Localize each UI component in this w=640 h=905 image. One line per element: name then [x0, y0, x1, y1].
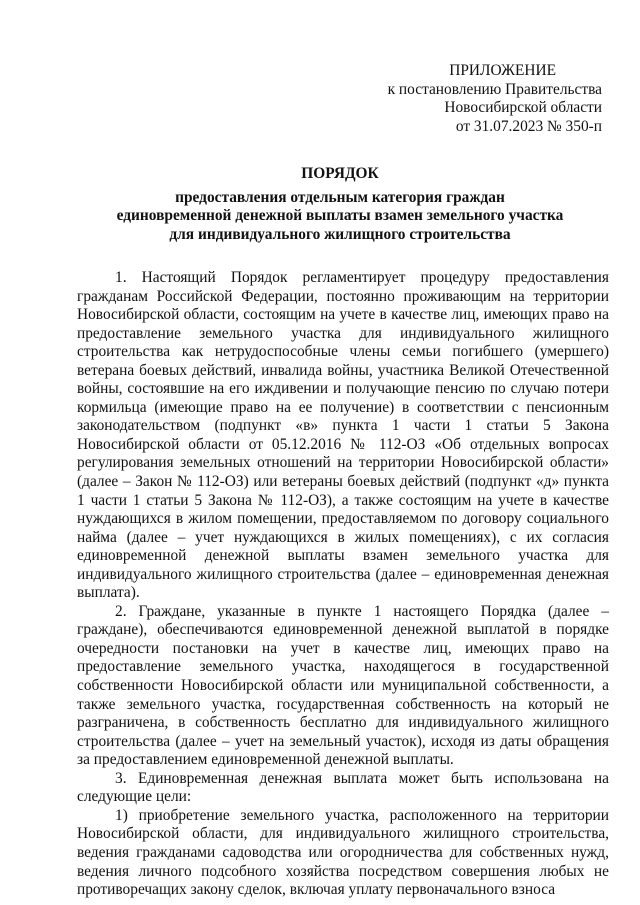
title-line: предоставления отдельным категория граждан — [175, 188, 505, 206]
title-line: единовременной денежной выплаты взамен земельного участка — [116, 207, 564, 225]
appendix-decree-reference: к постановлению Правительства — [387, 80, 602, 98]
paragraph-3: 3. Единовременная денежная выплата может быть использована на следующие цели: — [77, 769, 609, 806]
paragraph-1: 1. Настоящий Порядок регламентирует процедуру предоставления гражданам Российской Федерации, постоянно проживающим на территории Новосибирской области, состоящим на учете в качестве лиц, имеющих право на предоставление земельного участка для индивидуального жилищного строительства как нетрудоспособные члены семьи погибшего (умершего) ветерана боевых действий, инвалида войны, участника Великой Отечественной войны, состоявшие на его иждивении и получающие пенсию по случаю потери кормильца (имеющие право на ее получение) в соответствии с пенсионным законодательством (подпункт «в» пункта 1 части 1 статьи 5 Закона Новосибирской области от 05.12.2016 № 112-ОЗ «Об отдельных вопросах регулирования земельных отношений на территории Новосибирской области» (далее – Закон № 112-ОЗ) или ветераны боевых действий (подпункт «д» пункта 1 части 1 статьи 5 Закона № 112-ОЗ), а также состоящим на учете в качестве нуждающихся в жилом помещении, предоставляемом по договору социального найма (далее – учет нуждающихся в жилых помещениях), с их согласия единовременной денежной выплаты взамен земельного участка для индивидуального жилищного строительства (далее – единовременная денежная выплата). — [77, 269, 609, 602]
appendix-heading: ПРИЛОЖЕНИЕ — [449, 62, 556, 79]
title-main: ПОРЯДОК — [301, 165, 379, 182]
document-title — [60, 165, 620, 244]
appendix-header — [380, 62, 602, 136]
appendix-region: Новосибирской области — [444, 99, 602, 116]
paragraph-3-item-1: 1) приобретение земельного участка, расположенного на территории Новосибирской области, для индивидуального жилищного строительства, ведения гражданами садоводства или огородничества для собственных нужд, ведения личного подсобного хозяйства посредством совершения любых не противоречащих закону сделок, включая уплату первоначального взноса — [77, 806, 609, 899]
title-line: для индивидуального жилищного строительства — [169, 225, 511, 243]
paragraph-2: 2. Граждане, указанные в пункте 1 настоящего Порядка (далее – граждане), обеспечиваются единовременной денежной выплатой в порядке очередности постановки на учет в качестве лиц, имеющих право на предоставление земельного участка, находящегося в государственной собственности Новосибирской области или муниципальной собственности, а также земельного участка, государственная собственность на который не разграничена, в собственность бесплатно для индивидуального жилищного строительства (далее – учет на земельный участок), исходя из даты обращения за предоставлением единовременной денежной выплаты. — [77, 602, 609, 769]
appendix-date-number: от 31.07.2023 № 350-п — [455, 117, 602, 135]
document-body — [77, 269, 609, 900]
